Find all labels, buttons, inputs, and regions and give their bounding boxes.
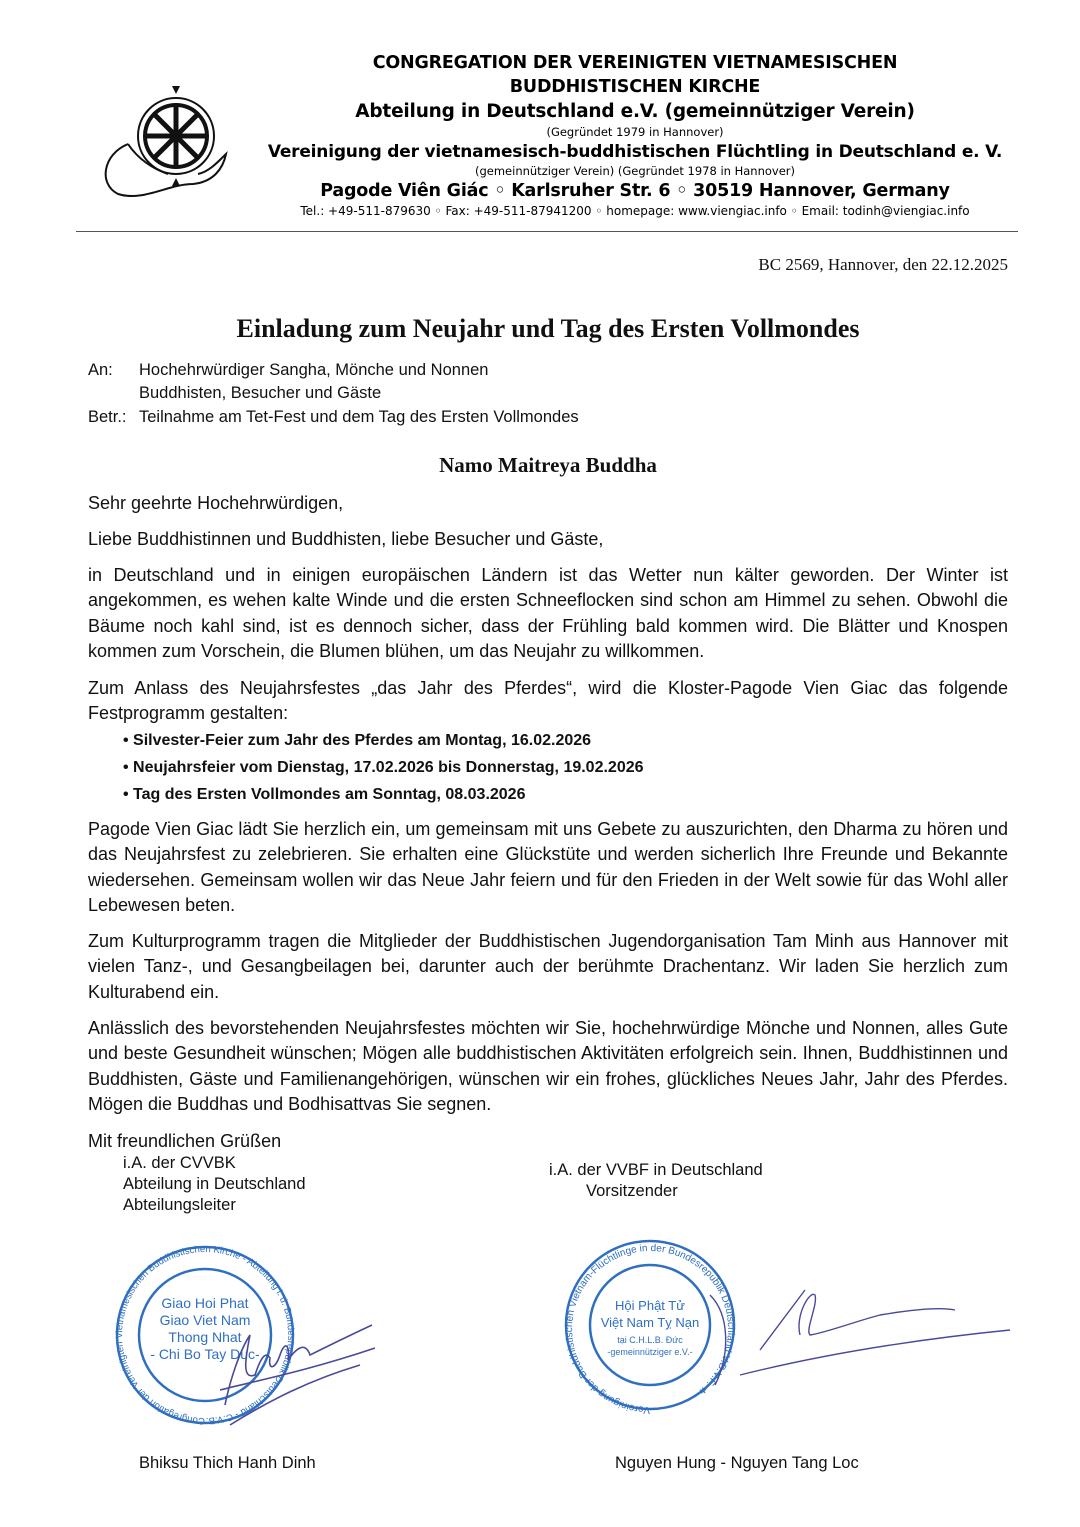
salutation-2: Liebe Buddhistinnen und Buddhisten, liebe Besucher und Gäste, bbox=[88, 529, 604, 549]
salutation-1: Sehr geehrte Hochehrwürdigen, bbox=[88, 493, 344, 513]
right-stamp bbox=[560, 1235, 1020, 1425]
right-stamp-text: Hội Phật Tử bbox=[615, 1298, 685, 1313]
header-founded-1978: (gemeinnütziger Verein) (Gegründet 1978 in Hannover) bbox=[474, 164, 795, 178]
header-address: Pagode Viên Giác ◦ Karlsruher Str. 6 ◦ 30519 Hannover, Germany bbox=[320, 181, 950, 201]
paragraph-program-intro: Zum Anlass des Neujahrsfestes „das Jahr des Pferdes“, wird die Kloster-Pagode Vien Giac das folgende Festprogramm gestalten: bbox=[88, 678, 1008, 724]
header-divider bbox=[76, 231, 1018, 232]
date-line: BC 2569, Hannover, den 22.12.2025 bbox=[758, 255, 1008, 274]
letter-title: Einladung zum Neujahr und Tag des Ersten Vollmondes bbox=[236, 314, 860, 343]
subject-line bbox=[88, 408, 579, 427]
right-stamp-text: Việt Nam Tỵ Nạn bbox=[600, 1315, 700, 1330]
left-stamp-text: - Chi Bo Tay Duc- bbox=[150, 1346, 260, 1362]
left-signatory-block bbox=[123, 1153, 306, 1216]
dharma-wheel-logo-icon bbox=[98, 84, 230, 204]
right-signatory-line: Vorsitzender bbox=[586, 1182, 678, 1200]
program-item: • Neujahrsfeier vom Dienstag, 17.02.2026 bis Donnerstag, 19.02.2026 bbox=[123, 759, 644, 776]
left-stamp-text: Giao Viet Nam bbox=[159, 1312, 251, 1328]
right-signatory-line: i.A. der VVBF in Deutschland bbox=[549, 1161, 763, 1179]
left-stamp bbox=[110, 1240, 390, 1430]
right-signatory-block bbox=[549, 1160, 763, 1202]
program-item: • Tag des Ersten Vollmondes am Sonntag, 08.03.2026 bbox=[123, 786, 526, 803]
right-stamp-text: tại C.H.L.B. Đức bbox=[617, 1335, 683, 1345]
recipient-1: Hochehrwürdiger Sangha, Mönche und Nonnen bbox=[139, 361, 489, 379]
subject-label: Betr.: bbox=[88, 408, 127, 426]
left-stamp-text: Giao Hoi Phat bbox=[161, 1295, 249, 1311]
left-stamp-text: Thong Nhat bbox=[168, 1329, 242, 1345]
header-department: Abteilung in Deutschland e.V. (gemeinnütziger Verein) bbox=[355, 101, 915, 122]
right-stamp-text: -gemeinnütziger e.V.- bbox=[607, 1347, 693, 1357]
closing: Mit freundlichen Grüßen bbox=[88, 1131, 282, 1151]
recipient-line bbox=[88, 361, 488, 380]
paragraph-culture: Zum Kulturprogramm tragen die Mitglieder der Buddhistischen Jugendorganisation Tam Minh aus Hannover mit vielen Tanz-, und Gesangbeilagen bei, darunter auch der berühmte Drachentanz. Wir laden Sie herzlich zum Kulturabend ein. bbox=[88, 931, 1008, 1002]
header-association: Vereinigung der vietnamesisch-buddhistischen Flüchtling in Deutschland e. V. bbox=[267, 142, 1003, 162]
left-stamp-ring-text: Congregation der Vereinigten Vietnamesischen Buddhistischen Kirche - Abteilung i. d. Bundesrepublik Deutschland - C.V.B. bbox=[114, 1243, 297, 1427]
header-org-name-line2: BUDDHISTISCHEN KIRCHE bbox=[509, 77, 761, 97]
left-signatory-line: Abteilungsleiter bbox=[123, 1196, 236, 1214]
greeting-title: Namo Maitreya Buddha bbox=[439, 453, 657, 477]
recipient-2: Buddhisten, Besucher und Gäste bbox=[139, 384, 382, 402]
subject-text: Teilnahme am Tet-Fest und dem Tag des Ersten Vollmondes bbox=[139, 408, 579, 426]
paragraph-wishes: Anlässlich des bevorstehenden Neujahrsfestes möchten wir Sie, hochehrwürdige Mönche und Nonnen, alles Gute und beste Gesundheit wünschen; Mögen alle buddhistischen Aktivitäten erfolgreich sein. Ihnen, Buddhistinnen und Buddhisten, Gäste und Familienangehörigen, wünschen wir ein frohes, glückliches Neues Jahr, Jahr des Pferdes. Mögen die Buddhas und Bodhisattvas Sie segnen. bbox=[88, 1018, 1008, 1114]
paragraph-weather: in Deutschland und in einigen europäischen Ländern ist das Wetter nun kälter geworden. Der Winter ist angekommen, es wehen kalte Winde und die ersten Schneeflocken sind schon am Himmel zu sehen. Obwohl die Bäume noch kahl sind, ist es dennoch sicher, dass der Frühling bald kommen wird. Die Blätter und Knospen kommen zum Vorschein, die Blumen blühen, um das Neujahr zu willkommen. bbox=[88, 565, 1008, 661]
to-label: An: bbox=[88, 361, 113, 379]
program-item: • Silvester-Feier zum Jahr des Pferdes am Montag, 16.02.2026 bbox=[123, 732, 592, 749]
left-signatory-line: i.A. der CVVBK bbox=[123, 1154, 236, 1172]
left-signatory-line: Abteilung in Deutschland bbox=[123, 1175, 306, 1193]
header-org-name-line1: CONGREGATION DER VEREINIGTEN VIETNAMESISCHEN bbox=[372, 53, 898, 73]
paragraph-invitation: Pagode Vien Giac lädt Sie herzlich ein, um gemeinsam mit uns Gebete zu auszurichten, den Dharma zu hören und das Neujahrsfest zu zelebrieren. Sie erhalten eine Glückstüte und werden sicherlich Ihre Freunde und Bekannte wiedersehen. Gemeinsam wollen wir das Neue Jahr feiern und für den Frieden in der Welt sowie für das Wohl aller Lebewesen beten. bbox=[88, 819, 1008, 915]
header-contact: Tel.: +49-511-879630 ◦ Fax: +49-511-87941200 ◦ homepage: www.viengiac.info ◦ Email: todinh@viengiac.info bbox=[300, 204, 970, 218]
right-signatory-name: Nguyen Hung - Nguyen Tang Loc bbox=[615, 1454, 859, 1472]
right-stamp-ring-text: Vereinigung der Buddhistischen Vietnam-Flüchtlinge in der Bundesrepublik Deutschland V.B.V.F. ★ bbox=[564, 1242, 737, 1416]
header-founded-1979: (Gegründet 1979 in Hannover) bbox=[546, 125, 724, 139]
right-handwritten-signature bbox=[710, 1290, 1010, 1385]
recipient-line bbox=[88, 384, 381, 403]
left-signatory-name: Bhiksu Thich Hanh Dinh bbox=[139, 1454, 316, 1472]
